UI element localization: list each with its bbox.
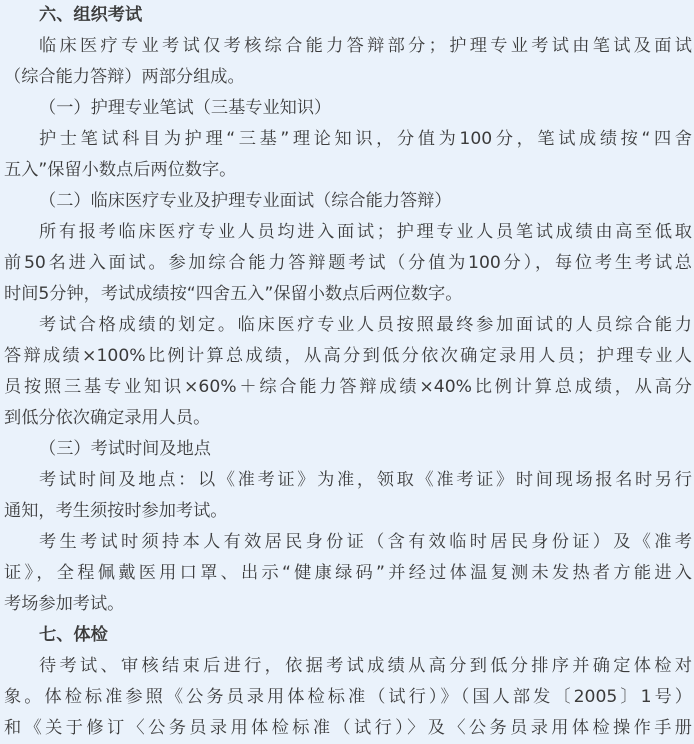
paragraph-line: 通知，考生须按时参加考试。 [4, 501, 228, 521]
section-heading-exam: 六、组织考试 [39, 5, 143, 25]
paragraph-line: 前50名进入面试。参加综合能力答辩题考试（分值为100分），每位考生考试总 [4, 253, 692, 273]
paragraph-line: （综合能力答辩）两部分组成。 [4, 67, 245, 87]
paragraph-line: 护士笔试科目为护理“三基”理论知识，分值为100分，笔试成绩按“四舍 [39, 129, 692, 149]
paragraph-line: 象。体检标准参照《公务员录用体检标准（试行）》（国人部发〔2005〕1号） [4, 687, 692, 707]
subheading-written-exam: （一）护理专业笔试（三基专业知识） [39, 98, 332, 118]
paragraph-line: 考试合格成绩的划定。临床医疗专业人员按照最终参加面试的人员综合能力 [39, 315, 692, 335]
paragraph-line: 考试时间及地点：以《准考证》为准，领取《准考证》时间现场报名时另行 [39, 470, 692, 490]
paragraph-line: 和《关于修订〈公务员录用体检标准（试行）〉及〈公务员录用体检操作手册 [4, 718, 692, 738]
paragraph-line: 所有报考临床医疗专业人员均进入面试；护理专业人员笔试成绩由高至低取 [39, 222, 692, 242]
paragraph-line: 员按照三基专业知识×60%＋综合能力答辩成绩×40%比例计算总成绩，从高分 [4, 377, 692, 397]
paragraph-line: 临床医疗专业考试仅考核综合能力答辩部分；护理专业考试由笔试及面试 [39, 36, 692, 56]
paragraph-line: 时间5分钟，考试成绩按“四舍五入”保留小数点后两位数字。 [4, 284, 463, 304]
paragraph-line: 证》，全程佩戴医用口罩、出示“健康绿码”并经过体温复测未发热者方能进入 [4, 563, 692, 583]
paragraph-line: 考场参加考试。 [4, 594, 125, 614]
subheading-time-location: （三）考试时间及地点 [39, 439, 211, 459]
paragraph-line: 考生考试时须持本人有效居民身份证（含有效临时居民身份证）及《准考 [39, 532, 692, 552]
subheading-interview: （二）临床医疗专业及护理专业面试（综合能力答辩） [39, 191, 452, 211]
paragraph-line: 五入”保留小数点后两位数字。 [4, 160, 237, 180]
paragraph-line: 答辩成绩×100%比例计算总成绩，从高分到低分依次确定录用人员；护理专业人 [4, 346, 692, 366]
paragraph-line: 待考试、审核结束后进行，依据考试成绩从高分到低分排序并确定体检对 [39, 656, 692, 676]
section-heading-medical-exam: 七、体检 [39, 625, 108, 645]
paragraph-line: 到低分依次确定录用人员。 [4, 408, 211, 428]
